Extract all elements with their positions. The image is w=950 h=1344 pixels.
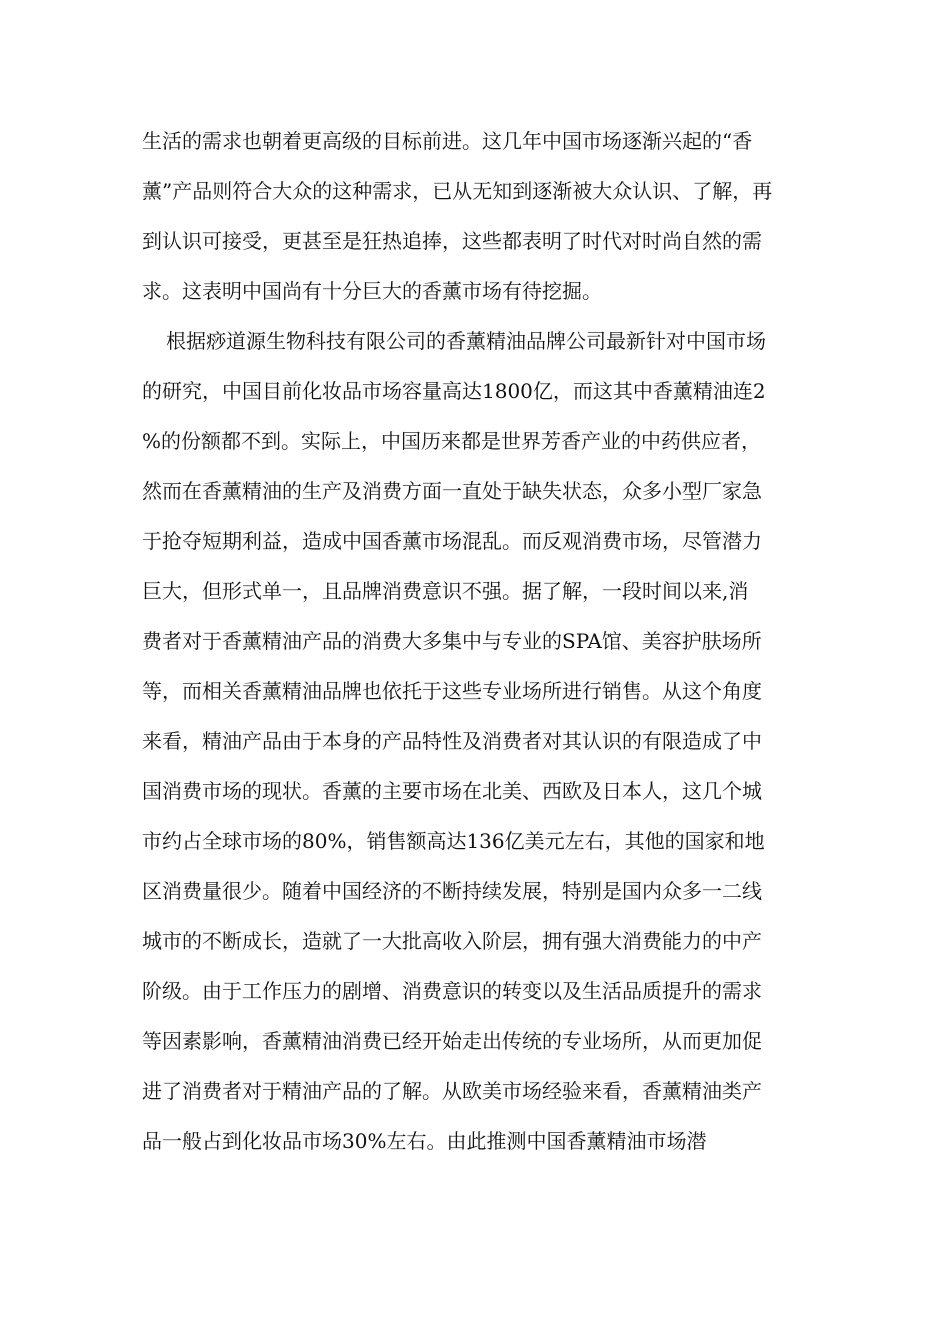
- text-line: 到认识可接受，更甚至是狂热追捧，这些都表明了时代对时尚自然的需: [142, 229, 762, 253]
- text-line: 于抢夺短期利益，造成中国香薰市场混乱。而反观消费市场，尽管潜力: [142, 529, 762, 553]
- text-line: 生活的需求也朝着更高级的目标前进。这几年中国市场逐渐兴起的“香: [142, 129, 753, 153]
- text-line: 进了消费者对于精油产品的了解。从欧美市场经验来看，香薰精油类产: [142, 1079, 762, 1103]
- text-line: 然而在香薰精油的生产及消费方面一直处于缺失状态，众多小型厂家急: [142, 479, 762, 503]
- text-line: 国消费市场的现状。香薰的主要市场在北美、西欧及日本人，这几个城: [142, 779, 762, 803]
- text-line: 巨大，但形式单一，且品牌消费意识不强。据了解，一段时间以来,消: [142, 579, 749, 603]
- text-line: 薰”产品则符合大众的这种需求，已从无知到逐渐被大众认识、了解，再: [142, 179, 773, 203]
- text-line: 城市的不断成长，造就了一大批高收入阶层，拥有强大消费能力的中产: [142, 929, 762, 953]
- text-line: 等因素影响，香薰精油消费已经开始走出传统的专业场所，从而更加促: [142, 1029, 762, 1053]
- text-line: 费者对于香薰精油产品的消费大多集中与专业的SPA馆、美容护肤场所: [142, 629, 762, 653]
- text-line: %的份额都不到。实际上，中国历来都是世界芳香产业的中药供应者，: [142, 429, 762, 453]
- text-line: 区消费量很少。随着中国经济的不断持续发展，特别是国内众多一二线: [142, 879, 762, 903]
- text-line: 阶级。由于工作压力的剧增、消费意识的转变以及生活品质提升的需求: [142, 979, 762, 1003]
- text-line: 求。这表明中国尚有十分巨大的香薰市场有待挖掘。: [142, 279, 602, 303]
- text-line: 品一般占到化妆品市场30%左右。由此推测中国香薰精油市场潜: [142, 1129, 707, 1153]
- text-line: 的研究，中国目前化妆品市场容量高达1800亿，而这其中香薰精油连2: [142, 379, 766, 403]
- text-line: 等，而相关香薰精油品牌也依托于这些专业场所进行销售。从这个角度: [142, 679, 762, 703]
- text-line: 市约占全球市场的80%，销售额高达136亿美元左右，其他的国家和地: [142, 829, 765, 853]
- paragraph-first-line: 根据痧道源生物科技有限公司的香薰精油品牌公司最新针对中国市场: [166, 329, 766, 353]
- text-line: 来看，精油产品由于本身的产品特性及消费者对其认识的有限造成了中: [142, 729, 762, 753]
